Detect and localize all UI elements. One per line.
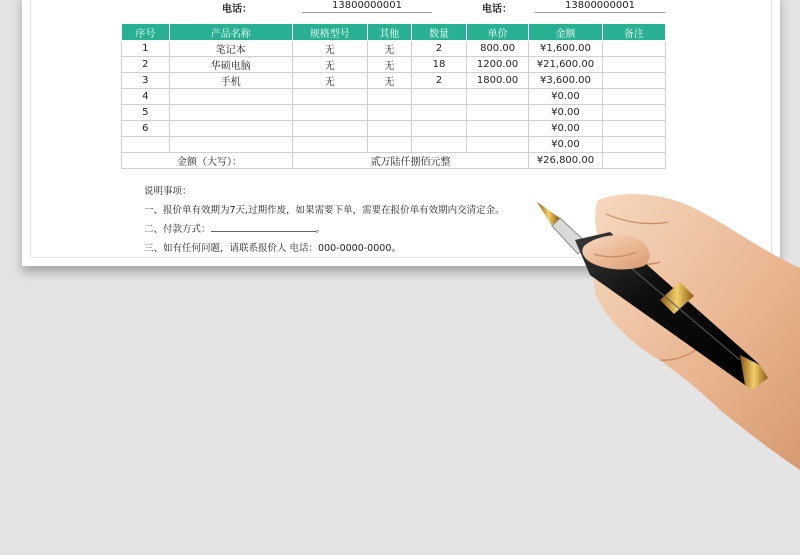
- table-cell[interactable]: 无: [367, 41, 412, 57]
- column-header: 备注: [602, 24, 665, 41]
- note-item-3: 三、如有任何问题，请联系报价人 电话：000-0000-0000。: [144, 243, 401, 254]
- column-header: 产品名称: [169, 24, 292, 41]
- column-header: 其他: [367, 24, 412, 41]
- table-cell[interactable]: 无: [292, 73, 367, 89]
- table-cell[interactable]: 2: [122, 57, 170, 73]
- table-cell[interactable]: 4: [122, 89, 170, 105]
- notes-title: 说明事项：: [144, 186, 192, 197]
- table-cell[interactable]: 18: [412, 57, 467, 73]
- column-header: 金额: [529, 24, 603, 41]
- table-cell[interactable]: 800.00: [467, 41, 529, 57]
- right-phone-value: 13800000001: [535, 0, 665, 13]
- table-cell[interactable]: 手机: [169, 73, 292, 89]
- table-cell[interactable]: 华硕电脑: [169, 57, 292, 73]
- note-item-1: 一、报价单有效期为7天,过期作废，如果需要下单，需要在报价单有效期内交清定金。: [144, 205, 505, 216]
- note-item-2-label: 二、付款方式：: [144, 224, 211, 235]
- table-cell[interactable]: ¥0.00: [529, 105, 603, 121]
- total-label: 金额（大写）：: [122, 153, 293, 169]
- table-cell[interactable]: 无: [292, 41, 367, 57]
- column-header: 序号: [122, 24, 170, 41]
- table-cell[interactable]: 1200.00: [467, 57, 529, 73]
- table-cell[interactable]: 无: [367, 73, 412, 89]
- table-cell[interactable]: 无: [292, 57, 367, 73]
- table-cell[interactable]: 2: [412, 73, 467, 89]
- table-cell[interactable]: 3: [122, 73, 170, 89]
- table-cell[interactable]: ¥0.00: [529, 121, 603, 137]
- left-phone-label: 电话：: [222, 4, 252, 15]
- table-cell[interactable]: ¥21,600.00: [529, 57, 603, 73]
- table-cell[interactable]: 笔记本: [169, 41, 292, 57]
- table-cell[interactable]: 5: [122, 105, 170, 121]
- column-header: 数量: [412, 24, 467, 41]
- table-cell[interactable]: 无: [367, 57, 412, 73]
- table-cell[interactable]: ¥0.00: [529, 137, 603, 153]
- table-cell[interactable]: ¥3,600.00: [529, 73, 603, 89]
- table-cell[interactable]: 6: [122, 121, 170, 137]
- left-phone-value: 13800000001: [302, 0, 432, 13]
- table-cell[interactable]: 1800.00: [467, 73, 529, 89]
- right-phone-label: 电话：: [482, 4, 512, 15]
- total-words[interactable]: 贰万陆仟捌佰元整: [292, 153, 528, 169]
- note-item-2-suffix: 。: [315, 224, 326, 235]
- table-cell[interactable]: ¥0.00: [529, 89, 603, 105]
- table-cell[interactable]: ¥1,600.00: [529, 41, 603, 57]
- column-header: 规格型号: [292, 24, 367, 41]
- total-amount[interactable]: ¥26,800.00: [529, 153, 603, 169]
- table-cell[interactable]: 2: [412, 41, 467, 57]
- table-cell[interactable]: 1: [122, 41, 170, 57]
- column-header: 单价: [467, 24, 529, 41]
